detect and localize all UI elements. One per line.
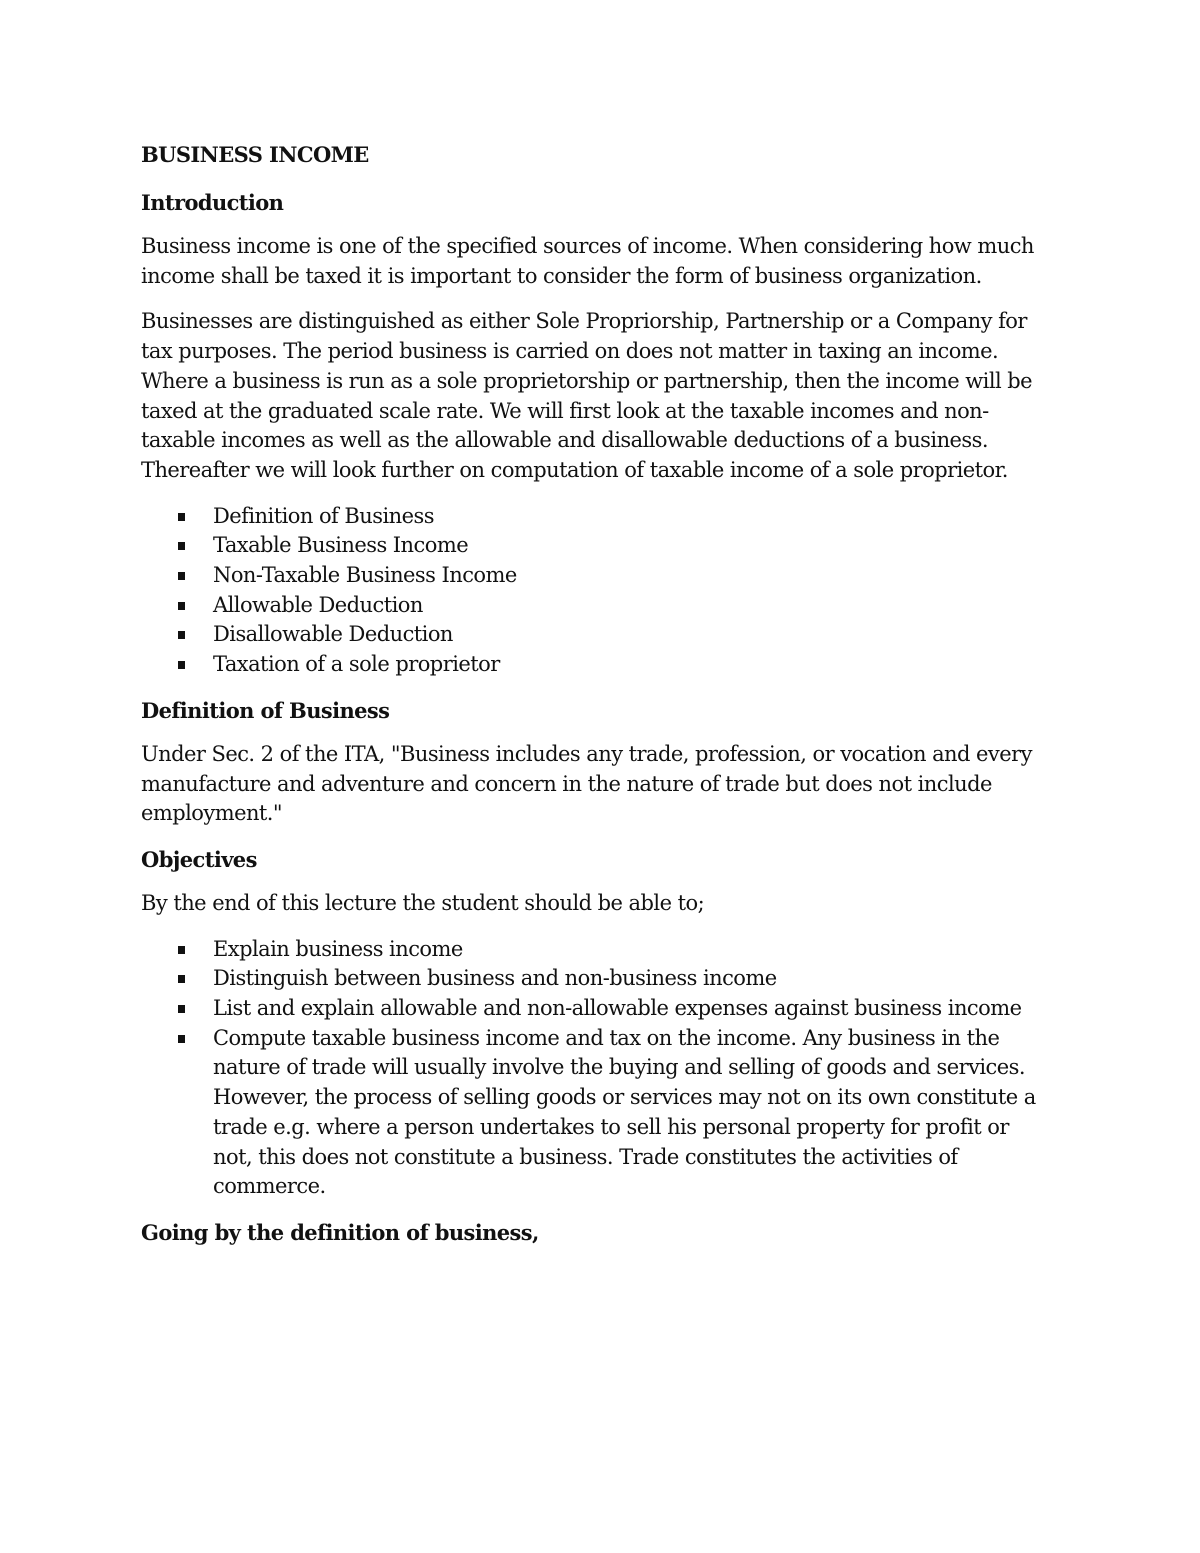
objectives-list <box>141 935 1061 1202</box>
list-item <box>141 561 1061 591</box>
definition-heading: Definition of Business <box>141 697 390 723</box>
topic-text: Definition of Business <box>213 503 434 528</box>
bullet-icon <box>178 975 185 983</box>
list-item <box>141 650 1061 680</box>
topics-list <box>141 502 1061 680</box>
bullet-icon <box>178 1035 185 1043</box>
list-item <box>141 935 1061 965</box>
objective-text: Explain business income <box>213 936 463 961</box>
objectives-intro: By the end of this lecture the student should be able to; <box>141 890 705 915</box>
bullet-icon <box>178 513 185 521</box>
introduction-paragraph-1: Business income is one of the specified sources of income. When considering how much income shall be taxed it is important to consider the form of business organization. <box>141 234 1034 288</box>
definition-paragraph: Under Sec. 2 of the ITA, "Business includes any trade, profession, or vocation and every manufacture and adventure and concern in the nature of trade but does not include employment." <box>141 741 1032 826</box>
bullet-icon <box>178 661 185 669</box>
bullet-icon <box>178 542 185 550</box>
bullet-icon <box>178 572 185 580</box>
list-item <box>141 1024 1061 1202</box>
list-item <box>141 591 1061 621</box>
introduction-paragraph-2: Businesses are distinguished as either Sole Propriorship, Partnership or a Company for tax purposes. The period business is carried on does not matter in taxing an income. Where a business is run as a sole proprietorship or partnership, then the income will be taxed at the graduated scale rate. We will first look at the taxable incomes and non-taxable incomes as well as the allowable and disallowable deductions of a business. Thereafter we will look further on computation of taxable income of a sole proprietor. <box>141 309 1033 482</box>
objective-text: Compute taxable business income and tax on the income. Any business in the nature of trade will usually involve the buying and selling of goods and services. However, the process of selling goods or services may not on its own constitute a trade e.g. where a person undertakes to sell his personal property for profit or not, this does not constitute a business. Trade constitutes the activities of commerce. <box>213 1025 1036 1199</box>
bullet-icon <box>178 602 185 610</box>
list-item <box>141 620 1061 650</box>
bullet-icon <box>178 631 185 639</box>
topic-text: Taxable Business Income <box>213 533 469 558</box>
list-item <box>141 994 1061 1024</box>
bullet-icon <box>178 1005 185 1013</box>
bullet-icon <box>178 946 185 954</box>
list-item <box>141 502 1061 532</box>
list-item <box>141 964 1061 994</box>
topic-text: Allowable Deduction <box>213 592 423 617</box>
topic-text: Non-Taxable Business Income <box>213 563 517 588</box>
topic-text: Taxation of a sole proprietor <box>213 652 500 677</box>
document-page <box>141 140 1061 1262</box>
objective-text: List and explain allowable and non-allowable expenses against business income <box>213 996 1022 1021</box>
topic-text: Disallowable Deduction <box>213 622 453 647</box>
closing-heading: Going by the definition of business, <box>141 1219 539 1245</box>
introduction-heading: Introduction <box>141 190 284 215</box>
list-item <box>141 531 1061 561</box>
document-title: BUSINESS INCOME <box>141 142 369 167</box>
objectives-heading: Objectives <box>141 846 257 872</box>
objective-text: Distinguish between business and non-business income <box>213 966 777 991</box>
